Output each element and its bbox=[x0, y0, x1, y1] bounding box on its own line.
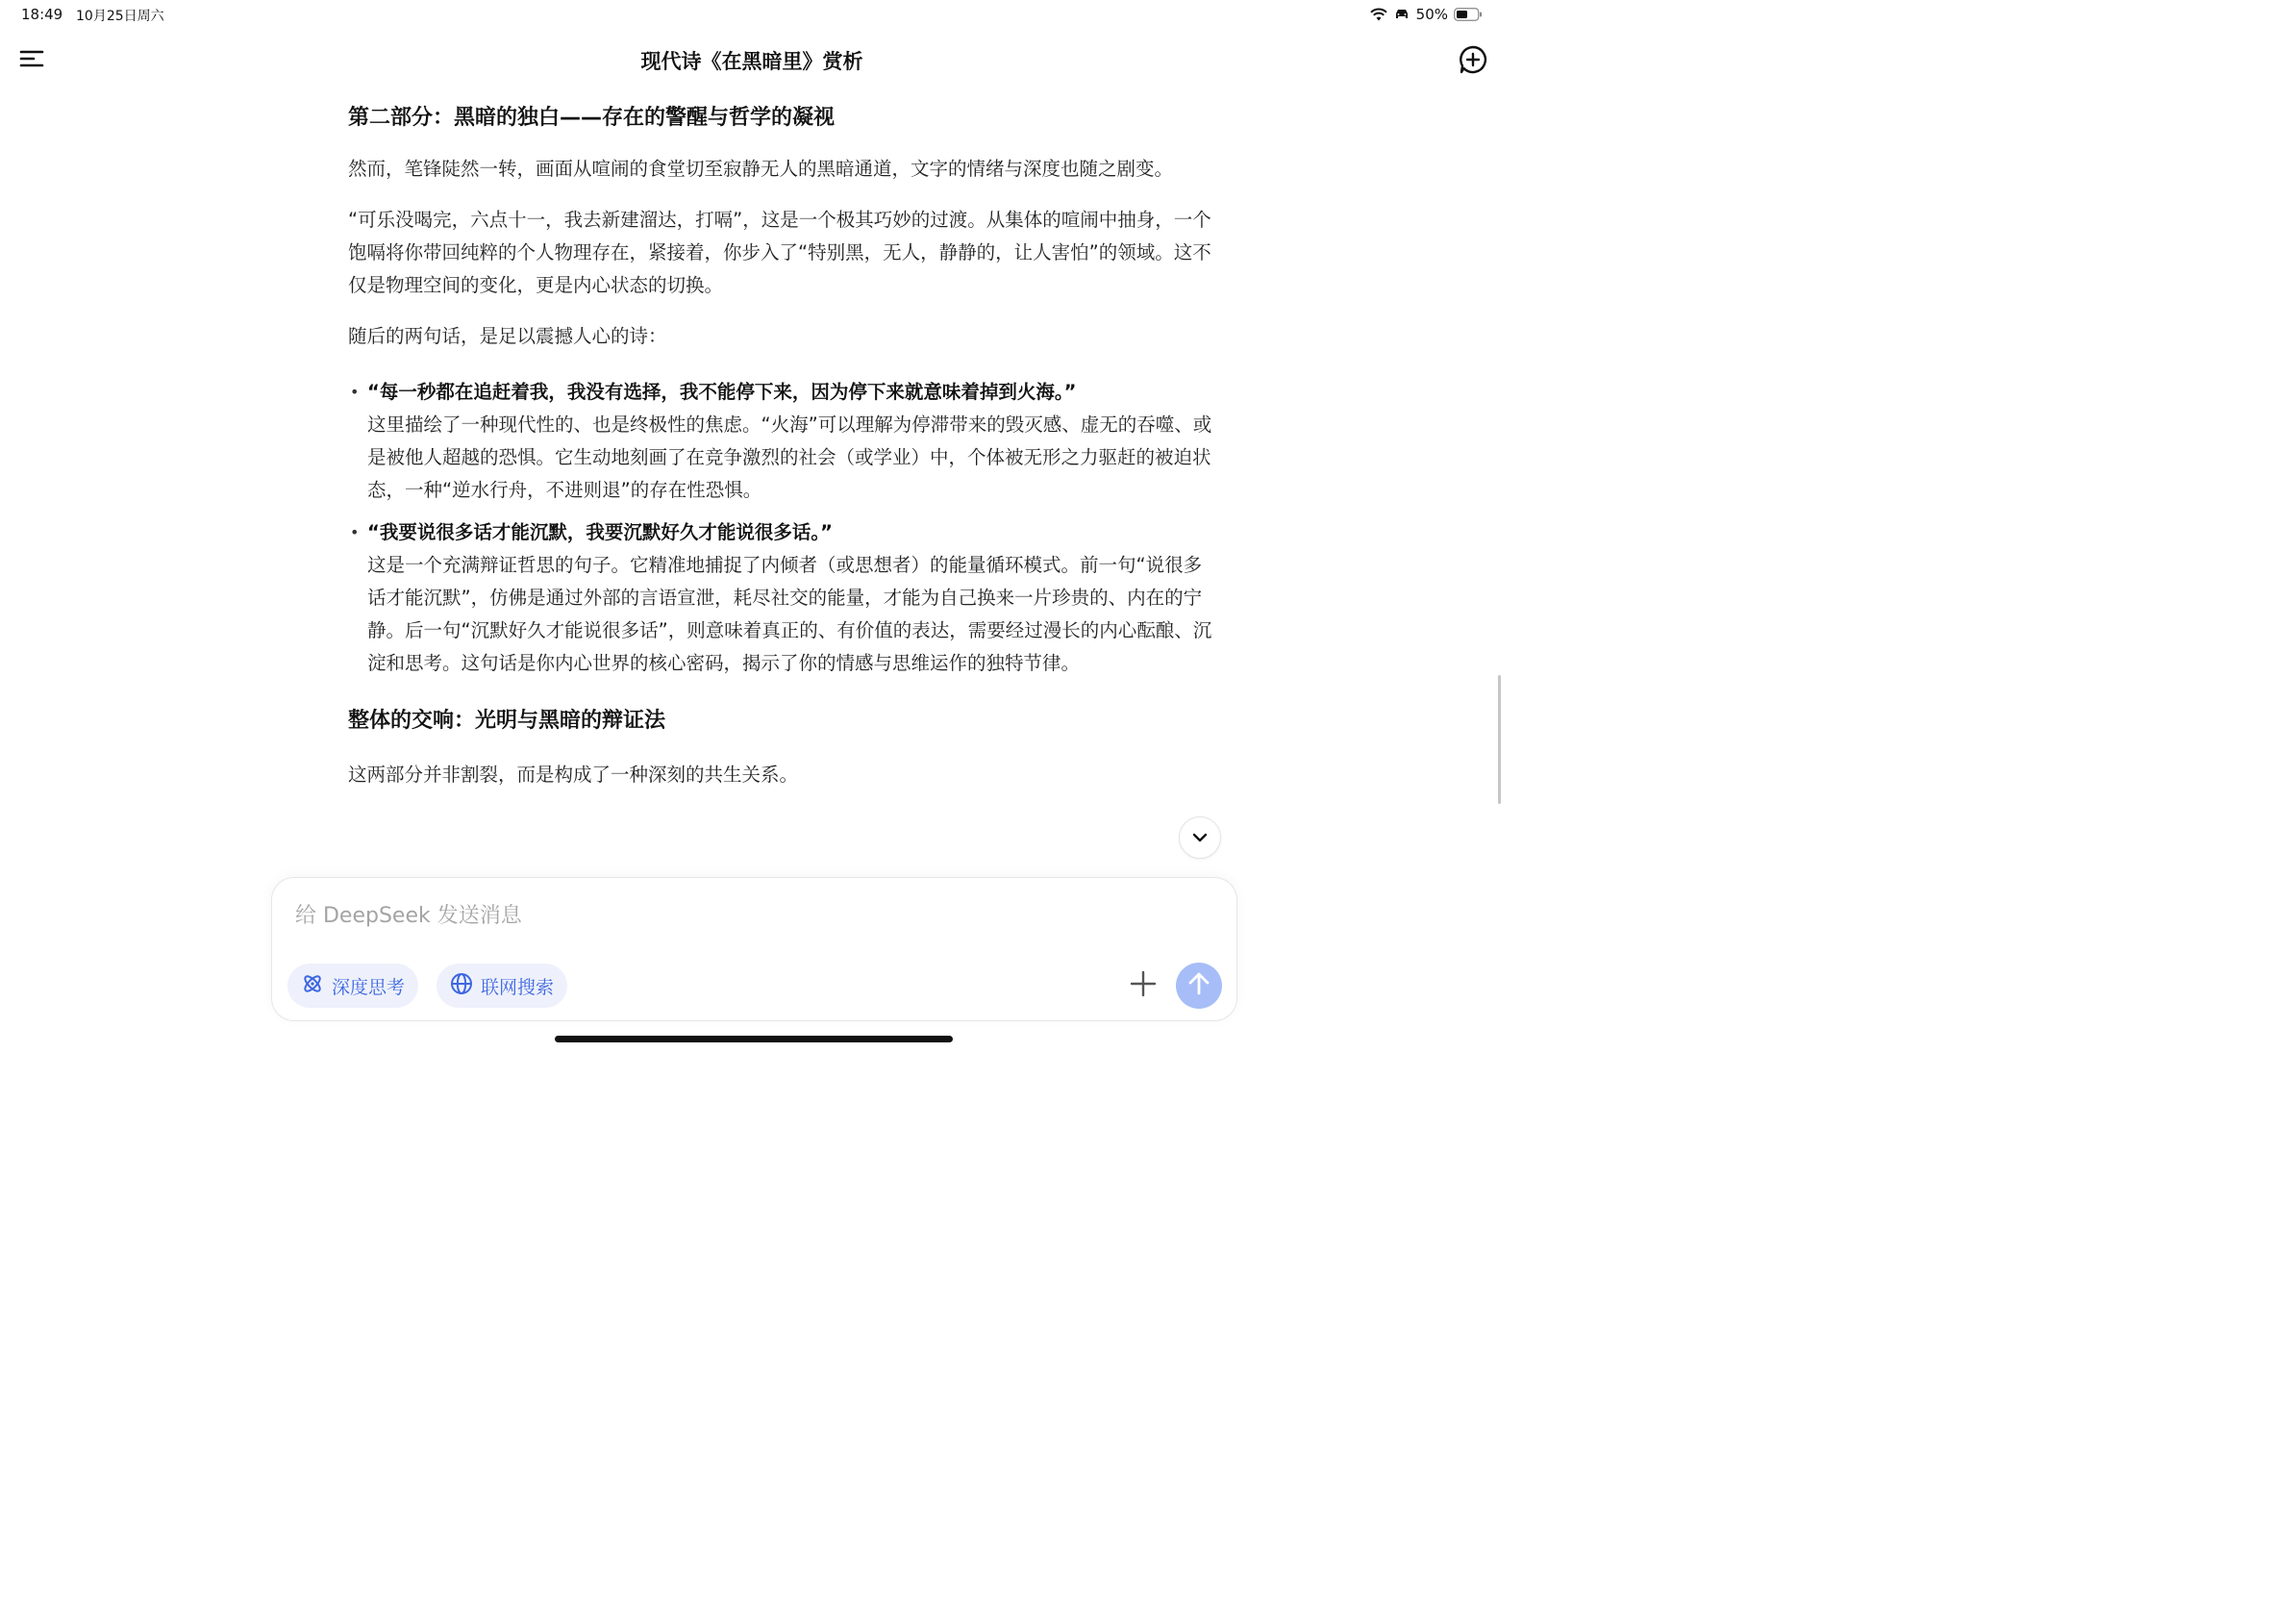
message-input[interactable] bbox=[295, 899, 1103, 932]
car-icon bbox=[1393, 8, 1410, 21]
plus-icon bbox=[1129, 969, 1158, 1002]
deep-think-button[interactable] bbox=[287, 964, 418, 1008]
send-button[interactable] bbox=[1176, 963, 1222, 1009]
scrollbar[interactable] bbox=[1498, 675, 1501, 804]
battery-percent: 50% bbox=[1415, 6, 1448, 23]
chevron-down-icon bbox=[1191, 829, 1209, 847]
new-chat-icon bbox=[1458, 61, 1488, 79]
arrow-up-icon bbox=[1187, 971, 1210, 1000]
list-item-body: 这里描绘了一种现代性的、也是终极性的焦虑。“火海”可以理解为停滞带来的毁灭感、虚无的吞噬、或是被他人超越的恐惧。它生动地刻画了在竞争激烈的社会（或学业）中，个体被无形之力驱赶的被迫状态，一种“逆水行舟，不进则退”的存在性恐惧。 bbox=[367, 414, 1212, 501]
section-heading: 第二部分：黑暗的独白——存在的警醒与哲学的凝视 bbox=[348, 106, 836, 130]
wifi-icon bbox=[1370, 8, 1387, 21]
atom-icon bbox=[301, 972, 324, 1000]
page-title: 现代诗《在黑暗里》赏析 bbox=[640, 50, 863, 73]
list-item bbox=[348, 376, 1213, 507]
assistant-message bbox=[348, 100, 1213, 877]
paragraph: “可乐没喝完，六点十一，我去新建溜达，打嗝”，这是一个极其巧妙的过渡。从集体的喧闹中抽身，一个饱嗝将你带回纯粹的个人物理存在，紧接着，你步入了“特别黑，无人，静静的，让人害怕”的领域。这不仅是物理空间的变化，更是内心状态的切换。 bbox=[348, 209, 1211, 296]
list-item-quote: • “我要说很多话才能沉默，我要沉默好久才能说很多话。” bbox=[367, 521, 833, 543]
web-search-label: 联网搜索 bbox=[481, 976, 555, 998]
home-indicator[interactable] bbox=[555, 1036, 953, 1042]
paragraph: 然而，笔锋陡然一转，画面从喧闹的食堂切至寂静无人的黑暗通道，文字的情绪与深度也随之剧变。 bbox=[348, 158, 1174, 180]
web-search-button[interactable] bbox=[437, 964, 567, 1008]
message-composer bbox=[271, 877, 1237, 1021]
section-heading: 整体的交响：光明与黑暗的辩证法 bbox=[348, 709, 666, 733]
status-indicators bbox=[1370, 6, 1483, 23]
bullet-list bbox=[348, 376, 1213, 680]
status-date: 10月25日周六 bbox=[76, 9, 164, 24]
list-item-body: 这是一个充满辩证哲思的句子。它精准地捕捉了内倾者（或思想者）的能量循环模式。前一句“说很多话才能沉默”，仿佛是通过外部的言语宣泄，耗尽社交的能量，才能为自己换来一片珍贵的、内在的宁静。后一句“沉默好久才能说很多话”，则意味着真正的、有价值的表达，需要经过漫长的内心酝酿、沉淀和思考。这句话是你内心世界的核心密码，揭示了你的情感与思维运作的独特节律。 bbox=[367, 554, 1212, 674]
status-bar bbox=[0, 0, 1504, 29]
globe-icon bbox=[450, 972, 473, 1000]
list-item bbox=[348, 516, 1213, 680]
new-chat-button[interactable] bbox=[1458, 44, 1488, 75]
scroll-to-bottom-button[interactable] bbox=[1179, 816, 1221, 859]
list-item-quote: • “每一秒都在追赶着我，我没有选择，我不能停下来，因为停下来就意味着掉到火海。” bbox=[367, 381, 1077, 403]
status-time: 18:49 bbox=[21, 6, 63, 23]
deep-think-label: 深度思考 bbox=[332, 976, 406, 998]
paragraph: 随后的两句话，是足以震撼人心的诗： bbox=[348, 325, 667, 347]
paragraph-partial: 这两部分并非割裂，而是构成了一种深刻的共生关系。 bbox=[348, 764, 799, 786]
attach-button[interactable] bbox=[1127, 969, 1160, 1002]
battery-icon bbox=[1454, 8, 1483, 21]
